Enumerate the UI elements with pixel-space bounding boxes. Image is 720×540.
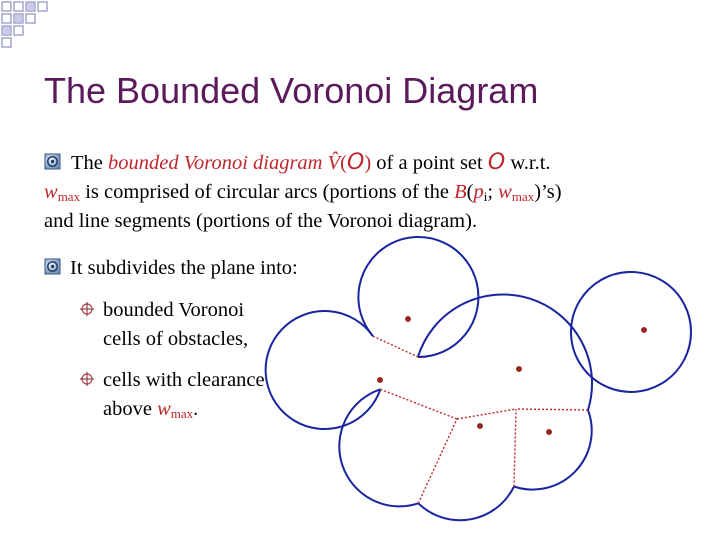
p-symbol: p <box>473 181 484 203</box>
circular-arc <box>266 311 381 429</box>
text: bounded Voronoi <box>103 299 245 321</box>
site-point <box>641 327 646 332</box>
voronoi-segment <box>514 409 516 487</box>
symbol-v-hat: V̂ <box>327 152 341 174</box>
term-bounded-voronoi-diagram: bounded Voronoi diagram <box>108 152 323 174</box>
site-point <box>405 316 410 321</box>
voronoi-segment <box>418 419 457 503</box>
max-subscript: max <box>170 406 194 421</box>
voronoi-segment <box>516 409 588 410</box>
circular-arc <box>358 237 478 357</box>
circular-arc <box>514 410 592 490</box>
site-point <box>477 423 482 428</box>
site-point <box>546 429 551 434</box>
text: ( <box>466 181 474 203</box>
voronoi-segment <box>380 389 457 419</box>
symbol-close-paren: ) <box>364 152 372 174</box>
circular-arc <box>571 272 691 392</box>
voronoi-segment <box>373 336 418 357</box>
text: cells of obstacles, <box>103 328 249 350</box>
circular-arc <box>418 487 514 521</box>
bullet-subdivides-plane: It subdivides the plane into: <box>70 257 298 279</box>
text: is comprised of circular arcs (portions of the <box>85 181 449 203</box>
site-point <box>377 377 382 382</box>
max-subscript: max <box>57 189 81 204</box>
text: cells with clearance <box>103 369 265 391</box>
slide-title: The Bounded Voronoi Diagram <box>44 70 539 111</box>
w-max-symbol: w <box>157 398 171 420</box>
text: w.r.t. <box>510 152 551 174</box>
point-set-o: O <box>487 150 506 175</box>
max-subscript: max <box>511 189 535 204</box>
text: and line segments (portions of the Voronoi diagram). <box>44 210 478 232</box>
text: above <box>103 398 152 420</box>
w-max-symbol: w <box>44 181 58 203</box>
symbol-open-paren: ( <box>340 152 347 174</box>
circular-arc <box>339 389 418 506</box>
text: )’s) <box>534 181 562 203</box>
text: The <box>71 152 103 174</box>
text: . <box>193 398 199 420</box>
i-subscript: i <box>483 189 488 204</box>
voronoi-segment <box>457 409 516 419</box>
b-symbol: B <box>454 181 467 203</box>
w-max-symbol: w <box>498 181 512 203</box>
symbol-set-o: O <box>346 150 365 175</box>
text: ; <box>487 181 494 203</box>
site-point <box>516 366 521 371</box>
text: of a point set <box>376 152 483 174</box>
